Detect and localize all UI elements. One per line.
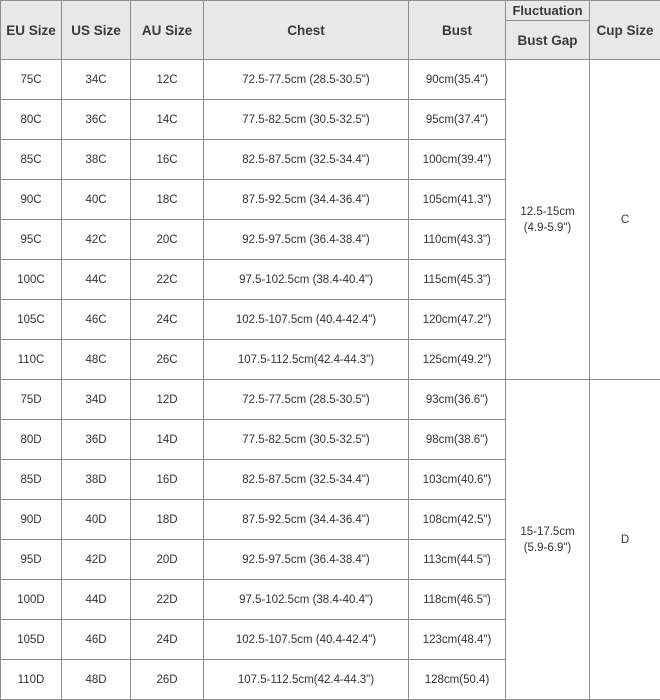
cell-bust: 98cm(38.6") (409, 420, 506, 460)
cell-eu-size: 110C (1, 340, 62, 380)
cell-eu-size: 95C (1, 220, 62, 260)
table-row (1, 60, 660, 100)
cell-chest: 82.5-87.5cm (32.5-34.4") (204, 140, 409, 180)
header-bust: Bust (409, 1, 506, 60)
cell-chest: 82.5-87.5cm (32.5-34.4") (204, 460, 409, 500)
cell-au-size: 12C (131, 60, 204, 100)
cell-us-size: 42C (62, 220, 131, 260)
cell-au-size: 26C (131, 340, 204, 380)
cell-bust: 113cm(44.5") (409, 540, 506, 580)
cell-bust: 120cm(47.2") (409, 300, 506, 340)
cell-chest: 97.5-102.5cm (38.4-40.4") (204, 580, 409, 620)
cell-us-size: 46C (62, 300, 131, 340)
bust-gap-metric: 12.5-15cm (520, 205, 575, 218)
cell-chest: 97.5-102.5cm (38.4-40.4") (204, 260, 409, 300)
header-eu-size: EU Size (1, 1, 62, 60)
cell-bust: 110cm(43.3") (409, 220, 506, 260)
cell-bust: 115cm(45.3") (409, 260, 506, 300)
header-bust-gap: Bust Gap (506, 21, 590, 60)
cell-us-size: 44C (62, 260, 131, 300)
cell-eu-size: 85C (1, 140, 62, 180)
cell-eu-size: 90D (1, 500, 62, 540)
cell-eu-size: 85D (1, 460, 62, 500)
cell-au-size: 16D (131, 460, 204, 500)
cell-bust: 108cm(42.5") (409, 500, 506, 540)
cell-eu-size: 95D (1, 540, 62, 580)
cell-chest: 72.5-77.5cm (28.5-30.5") (204, 60, 409, 100)
cell-bust: 95cm(37.4") (409, 100, 506, 140)
cell-chest: 102.5-107.5cm (40.4-42.4") (204, 300, 409, 340)
cell-au-size: 18C (131, 180, 204, 220)
cell-bust: 103cm(40.6") (409, 460, 506, 500)
bust-gap-metric: 15-17.5cm (520, 525, 575, 538)
cell-chest: 87.5-92.5cm (34.4-36.4") (204, 500, 409, 540)
cell-bust: 100cm(39.4") (409, 140, 506, 180)
cell-eu-size: 110D (1, 660, 62, 700)
cell-us-size: 34C (62, 60, 131, 100)
cell-chest: 92.5-97.5cm (36.4-38.4") (204, 220, 409, 260)
cell-chest: 77.5-82.5cm (30.5-32.5") (204, 420, 409, 460)
cell-au-size: 14D (131, 420, 204, 460)
cell-au-size: 24D (131, 620, 204, 660)
cell-au-size: 20C (131, 220, 204, 260)
cell-eu-size: 75D (1, 380, 62, 420)
cell-bust: 123cm(48.4") (409, 620, 506, 660)
cell-au-size: 18D (131, 500, 204, 540)
bust-gap-imperial: (5.9-6.9") (523, 541, 572, 554)
header-cup-size: Cup Size (590, 1, 660, 60)
bust-gap-imperial: (4.9-5.9") (523, 221, 572, 234)
cell-eu-size: 105D (1, 620, 62, 660)
cell-eu-size: 75C (1, 60, 62, 100)
cell-chest: 77.5-82.5cm (30.5-32.5") (204, 100, 409, 140)
cell-us-size: 48C (62, 340, 131, 380)
cell-cup-size: D (590, 380, 660, 700)
table-body (1, 60, 660, 700)
cell-cup-size: C (590, 60, 660, 380)
cell-chest: 107.5-112.5cm(42.4-44.3") (204, 660, 409, 700)
cell-chest: 102.5-107.5cm (40.4-42.4") (204, 620, 409, 660)
header-us-size: US Size (62, 1, 131, 60)
header-chest: Chest (204, 1, 409, 60)
cell-bust: 105cm(41.3") (409, 180, 506, 220)
cell-au-size: 24C (131, 300, 204, 340)
cell-chest: 72.5-77.5cm (28.5-30.5") (204, 380, 409, 420)
cell-us-size: 34D (62, 380, 131, 420)
header-au-size: AU Size (131, 1, 204, 60)
cell-eu-size: 80D (1, 420, 62, 460)
cell-bust-gap (506, 380, 590, 700)
cell-bust: 125cm(49.2") (409, 340, 506, 380)
table-row (1, 380, 660, 420)
cell-au-size: 20D (131, 540, 204, 580)
cell-bust: 118cm(46.5") (409, 580, 506, 620)
cell-us-size: 38C (62, 140, 131, 180)
cell-chest: 87.5-92.5cm (34.4-36.4") (204, 180, 409, 220)
cell-us-size: 40C (62, 180, 131, 220)
cell-us-size: 36D (62, 420, 131, 460)
cell-au-size: 22D (131, 580, 204, 620)
cell-au-size: 12D (131, 380, 204, 420)
cell-bust: 93cm(36.6") (409, 380, 506, 420)
cell-bust: 128cm(50.4) (409, 660, 506, 700)
cell-us-size: 36C (62, 100, 131, 140)
cell-us-size: 44D (62, 580, 131, 620)
cell-us-size: 38D (62, 460, 131, 500)
cell-eu-size: 100C (1, 260, 62, 300)
cell-chest: 107.5-112.5cm(42.4-44.3") (204, 340, 409, 380)
cell-us-size: 42D (62, 540, 131, 580)
cell-eu-size: 105C (1, 300, 62, 340)
cell-au-size: 22C (131, 260, 204, 300)
cell-us-size: 48D (62, 660, 131, 700)
cell-eu-size: 80C (1, 100, 62, 140)
cell-us-size: 46D (62, 620, 131, 660)
cell-au-size: 14C (131, 100, 204, 140)
cell-eu-size: 100D (1, 580, 62, 620)
cell-bust-gap (506, 60, 590, 380)
header-fluctuation: Fluctuation (506, 1, 590, 21)
cell-bust: 90cm(35.4") (409, 60, 506, 100)
header-row (1, 1, 660, 21)
cell-chest: 92.5-97.5cm (36.4-38.4") (204, 540, 409, 580)
cell-au-size: 26D (131, 660, 204, 700)
cell-eu-size: 90C (1, 180, 62, 220)
cell-us-size: 40D (62, 500, 131, 540)
cell-au-size: 16C (131, 140, 204, 180)
